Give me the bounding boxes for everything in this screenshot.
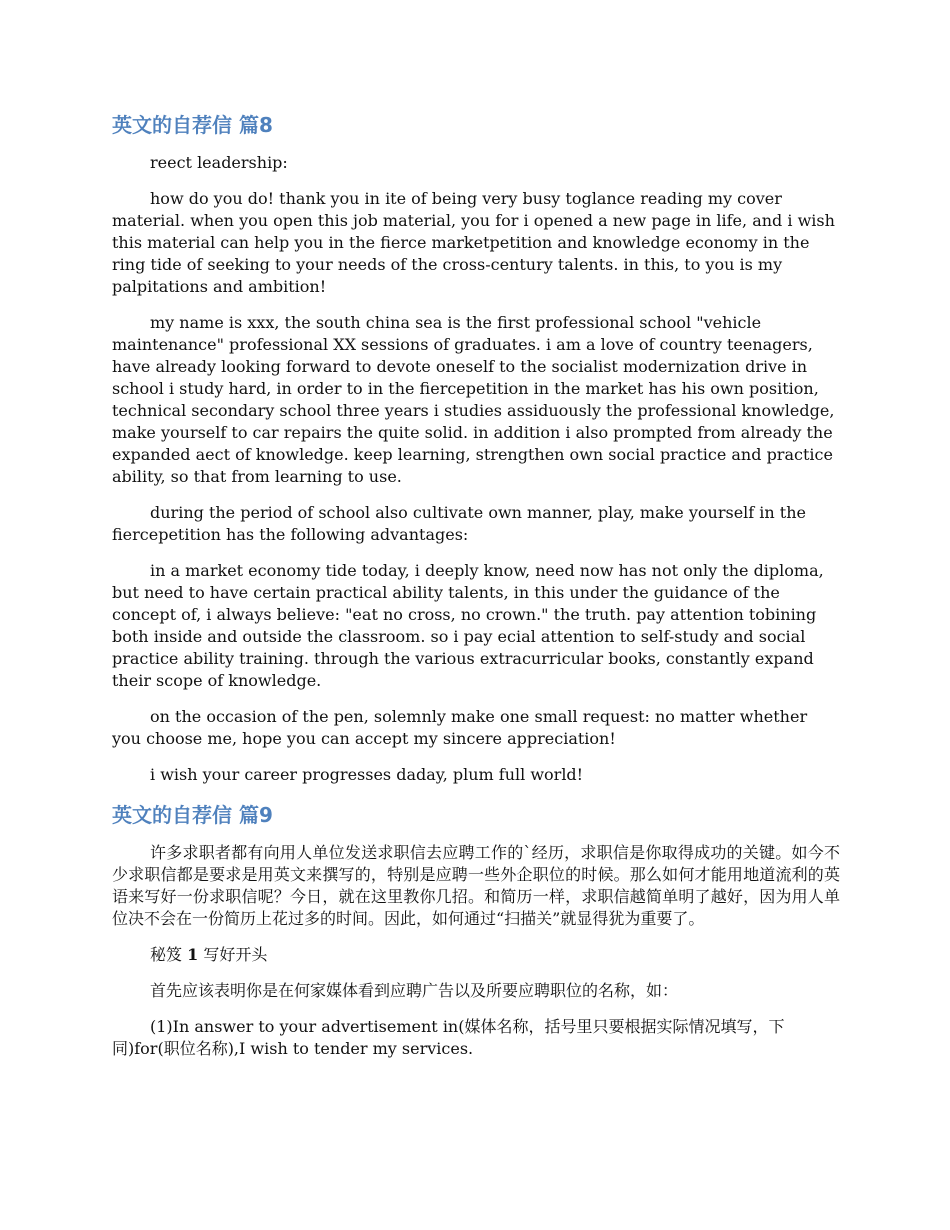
example-sentence: (1)In answer to your advertisement in(媒体名称，括号里只要根据实际情况填写，下同)for(职位名称),I wish to tender my services. — [112, 1017, 785, 1058]
body-paragraph: on the occasion of the pen, solemnly make one small request: no matter whether you choose me, hope you can accept my sincere appreciation! — [112, 707, 808, 748]
section-9-heading: 英文的自荐信 篇9 — [112, 803, 273, 827]
tip-title: 写好开头 — [203, 945, 268, 964]
tip-description: 首先应该表明你是在何家媒体看到应聘广告以及所要应聘职位的名称，如： — [150, 981, 679, 1000]
body-paragraph: during the period of school also cultivate own manner, play, make yourself in the fiercepetition has the following advantages: — [112, 503, 806, 544]
tip-number: 1 — [187, 945, 199, 964]
body-paragraph: in a market economy tide today, i deeply know, need now has not only the diploma, but need to have certain practical ability talents, in this under the guidance of the concept of, i always believe: "eat no cross, no crown." the truth. pay attention tobining both inside and outside the classroom. so i pay ecial attention to self-study and social practice ability training. through the various extracurricular books, constantly expand their scope of knowledge. — [112, 561, 824, 690]
tip-prefix: 秘笈 — [150, 945, 183, 964]
intro-paragraph: 许多求职者都有向用人单位发送求职信去应聘工作的`经历，求职信是你取得成功的关键。如今不少求职信都是要求是用英文来撰写的，特别是应聘一些外企职位的时候。那么如何才能用地道流利的英语来写好一份求职信呢？今日，就在这里教你几招。和简历一样，求职信越简单明了越好，因为用人单位决不会在一份简历上花过多的时间。因此，如何通过“扫描关”就显得犹为重要了。 — [112, 843, 840, 928]
body-paragraph: my name is xxx, the south china sea is the first professional school "vehicle maintenance" professional XX sessions of graduates. i am a love of country teenagers, have already looking forward to devote oneself to the socialist modernization drive in school i study hard, in order to in the fiercepetition in the market has his own position, technical secondary school three years i studies assiduously the professional knowledge, make yourself to car repairs the quite solid. in addition i also prompted from already the expanded aect of knowledge. keep learning, strengthen own social practice and practice ability, so that from learning to use. — [112, 313, 835, 486]
closing-paragraph: i wish your career progresses daday, plum full world! — [150, 765, 584, 784]
document-page — [112, 110, 840, 1074]
salutation: reect leadership: — [150, 153, 288, 172]
section-8-heading: 英文的自荐信 篇8 — [112, 113, 273, 137]
tip-line — [112, 944, 840, 966]
body-paragraph: how do you do! thank you in ite of being very busy toglance reading my cover material. when you open this job material, you for i opened a new page in life, and i wish this material can help you in the fierce marketpetition and knowledge economy in the ring tide of seeking to your needs of the cross-century talents. in this, to you is my palpitations and ambition! — [112, 189, 835, 296]
